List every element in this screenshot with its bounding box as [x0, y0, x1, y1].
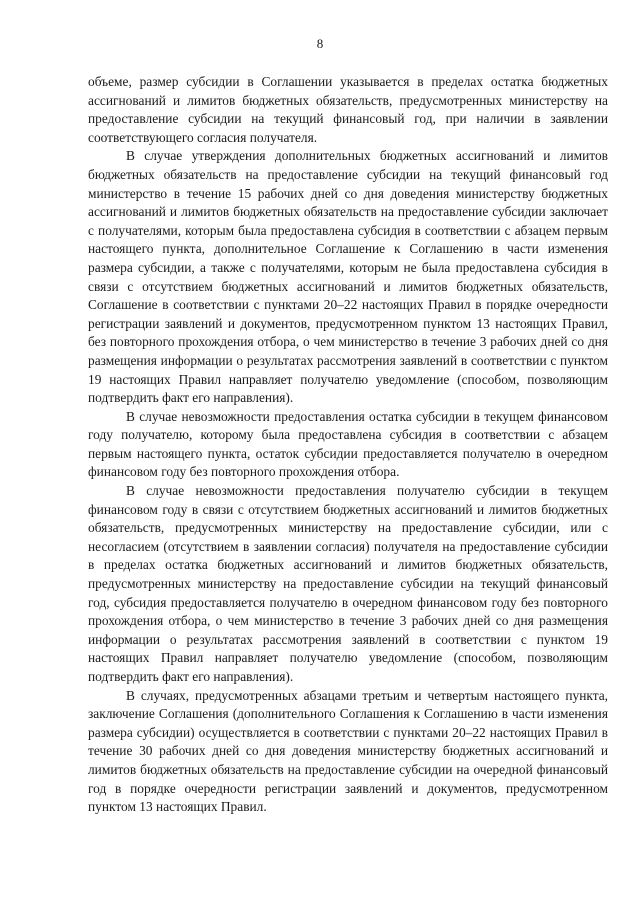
paragraph-subsidy-impossibility: В случае невозможности предоставления получателю субсидии в текущем финансовом году в связи с отсутствием бюджетных ассигнований и лимитов бюджетных обязательств, предусмотренных министерству на предоставление субсидии, или с несогласием (отсутствием в заявлении согласия) получателя на предоставление субсидии в пределах остатка бюджетных ассигнований и лимитов бюджетных обязательств, предусмотренных министерству на предоставление субсидии на текущий финансовый год, субсидия предоставляется получателю в очередном финансовом году без повторного прохождения отбора, о чем министерство в течение 3 рабочих дней со дня размещения информации о результатах рассмотрения заявлений в соответствии с пунктом 19 настоящих Правил направляет получателю уведомление (способом, позволяющим подтвердить факт его направления).: [88, 483, 608, 684]
paragraph-remaining-subsidy: В случае невозможности предоставления остатка субсидии в текущем финансовом году получателю, которому была предоставлена субсидия в соответствии с абзацем первым настоящего пункта, остаток субсидии предоставляется получателю в очередном финансовом году без повторного прохождения отбора.: [88, 408, 608, 480]
paragraph-continuation: объеме, размер субсидии в Соглашении указывается в пределах остатка бюджетных ассигнований и лимитов бюджетных обязательств, предусмотренных министерству на предоставление субсидии на текущий финансовый год, при наличии в заявлении соответствующего согласия получателя.: [88, 74, 608, 145]
paragraph-additional-allocations: В случае утверждения дополнительных бюджетных ассигнований и лимитов бюджетных обязательств на предоставление субсидии на текущий финансовый год министерство в течение 15 рабочих дней со дня доведения министерству бюджетных ассигнований и лимитов бюджетных обязательств на предоставление субсидии заключает с получателями, которым была предоставлена субсидия в соответствии с абзацем первым настоящего пункта, дополнительное Соглашение к Соглашению в части изменения размера субсидии, а также с получателями, которым не была предоставлена субсидия в связи с отсутствием бюджетных ассигнований и лимитов бюджетных обязательств, Соглашение в соответствии с пунктами 20–22 настоящих Правил в порядке очередности регистрации заявлений и документов, предусмотренном пунктом 13 настоящих Правил, без повторного прохождения отбора, о чем министерство в течение 3 рабочих дней со дня размещения информации о результатах рассмотрения заявлений в соответствии с пунктом 19 настоящих Правил направляет получателю уведомление (способом, позволяющим подтвердить факт его направления).: [88, 148, 608, 406]
page-number: 8: [316, 36, 324, 51]
body-text: [88, 73, 608, 817]
paragraph-agreement-conclusion: В случаях, предусмотренных абзацами третьим и четвертым настоящего пункта, заключение Соглашения (дополнительного Соглашения к Соглашению в части изменения размера субсидии) осуществляется в соответствии с пунктами 20–22 настоящих Правил в течение 30 рабочих дней со дня доведения министерству бюджетных ассигнований и лимитов бюджетных обязательств на предоставление субсидии на очередной финансовый год в порядке очередности регистрации заявлений и документов, предусмотренном пунктом 13 настоящих Правил.: [88, 687, 608, 815]
